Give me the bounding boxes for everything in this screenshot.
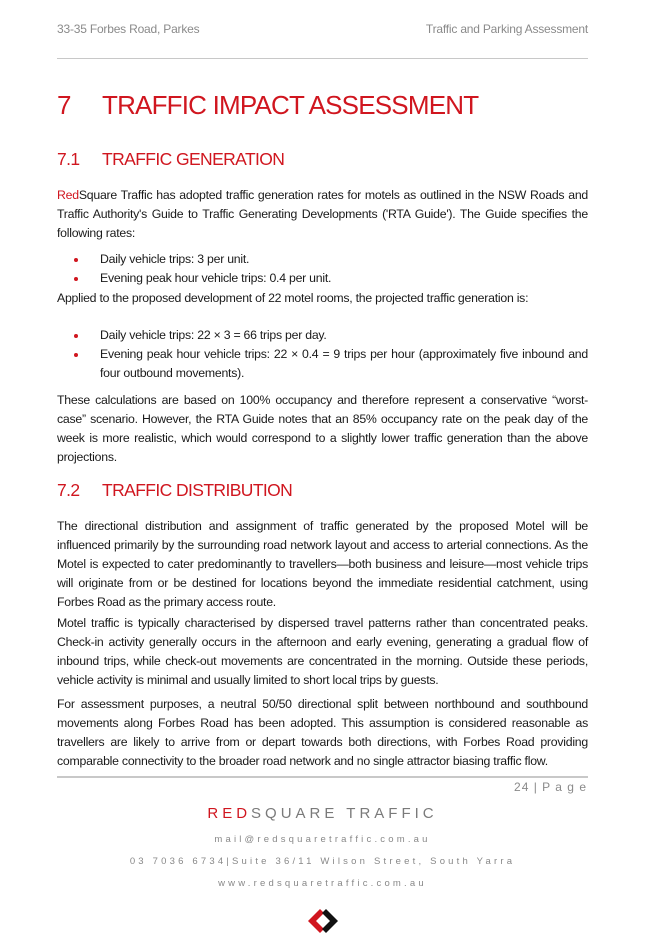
paragraph-generation-intro	[57, 186, 588, 243]
list-item: Daily vehicle trips: 3 per unit.	[57, 250, 588, 269]
paragraph-occupancy: These calculations are based on 100% occupancy and therefore represent a conservative “worst-case” scenario. However, the RTA Guide notes that an 85% occupancy rate on the peak day of the week is more realistic, which would correspond to a slightly lower traffic generation than the above projections.	[57, 393, 588, 464]
footer-contact: 03 7036 6734|Suite 36/11 Wilson Street, South Yarra	[129, 856, 516, 867]
paragraph-directional-split: For assessment purposes, a neutral 50/50 directional split between northbound and southbound movements along Forbes Road has been adopted. This assumption is considered reasonable as travellers are likely to arrive from or depart towards both directions, with Forbes Road providing comparable connectivity to the broader road network and no single attractor biasing traffic flow.	[57, 697, 588, 768]
header-report-title: Traffic and Parking Assessment	[425, 22, 588, 36]
section-heading	[57, 90, 478, 121]
header-divider	[57, 58, 588, 59]
subsection-number: 7.2	[57, 480, 80, 500]
list-item: Daily vehicle trips: 22 × 3 = 66 trips per day.	[57, 326, 588, 345]
footer-divider	[57, 776, 588, 778]
subsection-heading-7-1	[57, 149, 284, 170]
projections-list	[57, 326, 588, 383]
paragraph-text: Square Traffic has adopted traffic generation rates for motels as outlined in the NSW Roads and Traffic Authority's Guide to Traffic Generating Developments ('RTA Guide'). The Guide specifies the following rates:	[57, 188, 588, 240]
subsection-number: 7.1	[57, 149, 80, 169]
paragraph-travel-patterns: Motel traffic is typically characterised by dispersed travel patterns rather than concentrated peaks. Check-in activity generally occurs in the afternoon and early evening, generating a gradual flow of inbound trips, while check-out movements are concentrated in the morning. Outside these periods, vehicle activity is minimal and usually limited to short local trips by guests.	[57, 616, 588, 687]
subsection-heading-7-2	[57, 480, 292, 501]
header-address: 33-35 Forbes Road, Parkes	[57, 22, 200, 36]
subsection-title: TRAFFIC GENERATION	[102, 149, 285, 169]
brand-rest: SQUARE TRAFFIC	[251, 805, 438, 822]
section-number: 7	[57, 90, 71, 120]
list-item: Evening peak hour vehicle trips: 22 × 0.4 = 9 trips per hour (approximately five inbound and four outbound movements).	[57, 345, 588, 383]
redsquare-logo-icon	[300, 905, 346, 934]
page-number: 24 | P a g e	[514, 780, 587, 794]
brand-red: RED	[207, 805, 252, 822]
footer-brand	[0, 805, 645, 822]
footer-website: www.redsquaretraffic.com.au	[218, 878, 427, 889]
brand-red-text: Red	[57, 188, 79, 202]
subsection-title: TRAFFIC DISTRIBUTION	[102, 480, 293, 500]
section-title: TRAFFIC IMPACT ASSESSMENT	[102, 90, 479, 120]
paragraph-applied: Applied to the proposed development of 22 motel rooms, the projected traffic generation is:	[57, 291, 529, 305]
footer-email: mail@redsquaretraffic.com.au	[214, 834, 431, 845]
list-item: Evening peak hour vehicle trips: 0.4 per unit.	[57, 269, 588, 288]
rates-list	[57, 250, 588, 288]
paragraph-distribution: The directional distribution and assignment of traffic generated by the proposed Motel will be influenced primarily by the surrounding road network layout and access to arterial connections. As the Motel is expected to cater predominantly to travellers—both business and leisure—most vehicle trips will originate from or be destined for locations beyond the immediate residential catchment, using Forbes Road as the primary access route.	[57, 519, 588, 609]
